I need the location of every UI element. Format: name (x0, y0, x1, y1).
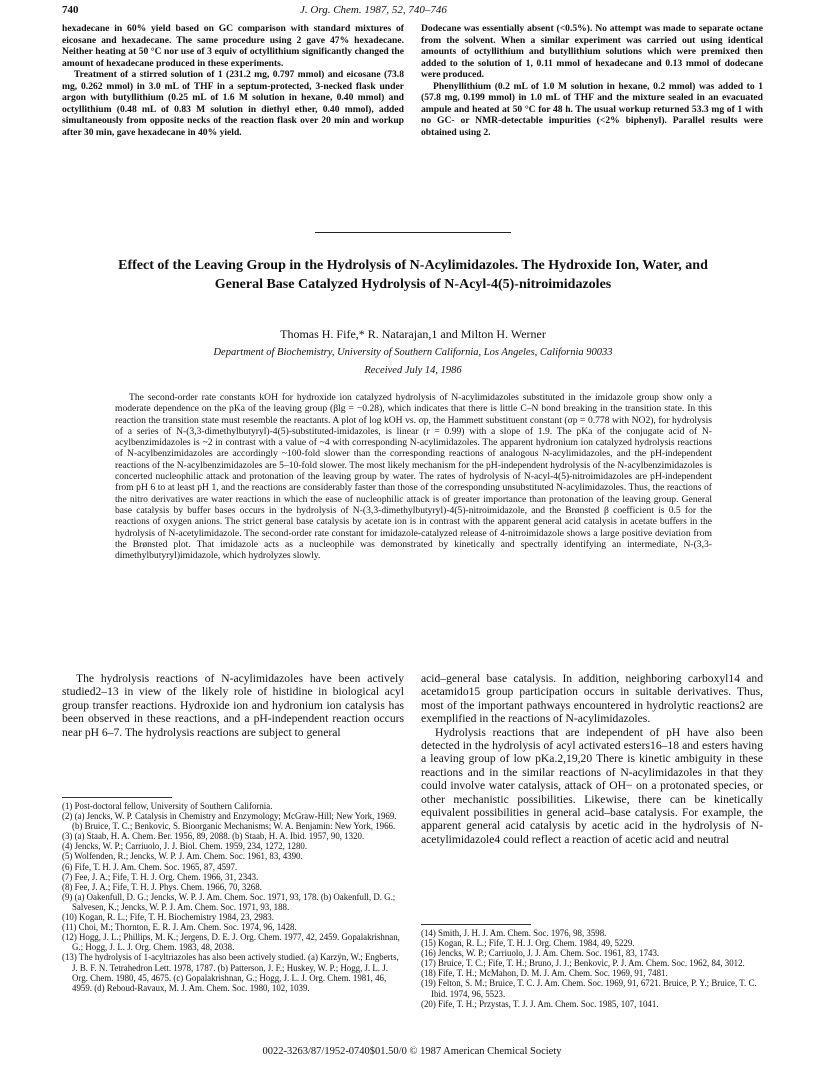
footnote: (13) The hydrolysis of 1-acyltriazoles has also been actively studied. (a) Karzÿn, W.; Engberts, J. B. F. N. Tetrahedron Lett. 1978, 1787. (b) Patterson, J. F.; Huskey, W. P.; Hogg, J. L. J. Org. Chem. 1980, 45, 4675. (c) Gopalakrishnan, G.; Hogg, J. L. J. Org. Chem. 1981, 46, 4959. (d) Reboud-Ravaux, M. J. Am. Chem. Soc. 1980, 102, 1039. (62, 952, 399, 993)
paragraph: Dodecane was essentially absent (<0.5%). No attempt was made to separate octane from the solvent. When a similar experiment was carried out using identical amounts of octyllithium and butyllithium solutions which were premixed then added to the solution of 1, 0.11 mmol of hexadecane and 0.13 mmol of dodecane were produced. (421, 23, 763, 80)
footnote: (15) Kogan, R. L.; Fife, T. H. J. Org. Chem. 1984, 49, 5229. (421, 938, 635, 949)
previous-article-left-column (62, 23, 404, 138)
footnote: (11) Choi, M.; Thornton, E. R. J. Am. Chem. Soc. 1974, 96, 1428. (62, 922, 297, 933)
footnote: (20) Fife, T. H.; Przystas, T. J. J. Am. Chem. Soc. 1985, 107, 1041. (421, 998, 659, 1009)
footnote: (19) Felton, S. M.; Bruice, T. C. J. Am. Chem. Soc. 1969, 91, 6721. Bruice, P. Y.; Bruice, T. C. Ibid. 1974, 96, 5523. (421, 978, 757, 999)
paragraph: acid–general base catalysis. In addition, neighboring carboxyl14 and acetamido15 group participation occurs in suitable derivatives. Thus, most of the important pathways encountered in hydrolytic reactions2 are exemplified in the reactions of N-acylimidazoles. (421, 672, 763, 726)
body-left-column (62, 672, 404, 739)
paragraph: Treatment of a stirred solution of 1 (231.2 mg, 0.797 mmol) and eicosane (73.8 mg, 0.262 mmol) in 3.0 mL of THF in a septum-protected, 3-necked flask under argon with butyllithium (0.25 mL of 1.6 M solution in hexane, 0.40 mmol) and octyllithium (0.48 mL of 0.83 M solution in diethyl ether, 0.40 mmol), added simultaneously from opposite necks of the reaction flask over 20 min and workup after 30 min, gave hexadecane in 40% yield. (62, 69, 404, 138)
footnote: (12) Hogg, J. L.; Phillips, M. K.; Jergens, D. E. J. Org. Chem. 1977, 42, 2459. Gopalakrishnan, G.; Hogg, J. L. J. Org. Chem. 1983, 48, 2038. (62, 932, 400, 953)
paragraph: hexadecane in 60% yield based on GC comparison with standard mixtures of eicosane and hexadecane. The same procedure using 2 gave 47% hexadecane. Neither heating at 50 °C nor use of 3 equiv of octyllithium significantly changed the amount of hexadecane produced in these experiments. (62, 23, 404, 69)
author-affiliation: Department of Biochemistry, University of Southern California, Los Angeles, California 90033 (213, 347, 613, 358)
paragraph: The hydrolysis reactions of N-acylimidazoles have been actively studied2–13 in view of the likely role of histidine in biological acyl group transfer reactions. Hydroxide ion and hydronium ion catalysis has been observed in these reactions, and a pH-independent reaction occurs near pH 6–7. The hydrolysis reactions are subject to general (62, 672, 404, 739)
footnote: (4) Jencks, W. P.; Carriuolo, J. J. Biol. Chem. 1959, 234, 1272, 1280. (62, 841, 308, 852)
footnote: (7) Fee, J. A.; Fife, T. H. J. Org. Chem. 1966, 31, 2343. (62, 871, 259, 882)
footnote: (8) Fee, J. A.; Fife, T. H. J. Phys. Chem. 1966, 70, 3268. (62, 881, 262, 892)
article-title: Effect of the Leaving Group in the Hydrolysis of N-Acylimidazoles. The Hydroxide Ion, Water, and General Base Catalyzed Hydrolysis of N-Acyl-4(5)-nitroimidazoles (118, 258, 708, 292)
footnotes-right (421, 928, 763, 1009)
abstract: The second-order rate constants kOH for hydroxide ion catalyzed hydrolysis of N-acylimidazoles substituted in the imidazole group show only a moderate dependence on the pKa of the leaving group (βlg = −0.28), which indicates that there is little C–N bond breaking in the transition state. In this reaction the transition state must resemble the reactants. A plot of log kOH vs. σp, the Hammett substituent constant (σp = 0.778 with NO2), for hydrolysis of a series of N-(3,3-dimethylbutyryl)-4(5)-substituted-imidazoles, is linear (r = 0.99) with a slope of 1.9. The pKa of the conjugate acid of N-acylbenzimidazoles is ~2 in contrast with a value of ~4 with corresponding N-acylimidazoles. The apparent hydronium ion catalyzed hydrolysis reactions of N-acylbenzimidazoles are accordingly ~100-fold slower than the corresponding reactions of analogous N-acylimidazoles, and the pH-independent reactions of the N-acylbenzimidazoles are 5–10-fold slower. The most likely mechanism for the pH-independent hydrolysis of the N-acylbenzimidazoles is concerted nucleophilic attack and protonation of the leaving group by water. The rates of hydrolysis of N-acyl-4(5)-nitroimidazoles are pH-independent from pH 6 to at least pH 1, and the reactions are considerably faster than those of the corresponding unsubstituted N-acylimidazoles. Thus, the reactions of the nitro derivatives are water reactions in which the ease of nucleophilic attack is of greater importance than protonation of the leaving group. General base catalysis by buffer bases occurs in the hydrolysis of N-(3,3-dimethylbutyryl)-4(5)-nitroimidazole, and the Brønsted β coefficient is 0.5 for the reactions of oxygen anions. The strict general base catalysis by acetate ion is in contrast with the apparent general acid catalysis in acetate buffers in the hydrolysis of N-acetylimidazole. The second-order rate constant for imidazole-catalyzed release of 4-nitroimidazole shows a large positive deviation from the Brønsted plot. That imidazole acts as a nucleophile was demonstrated by kinetically and spectrally identifying an intermediate, N-(3,3-dimethylbutyryl)imidazole, which hydrolyzes slowly. (115, 392, 712, 562)
received-date: Received July 14, 1986 (364, 365, 462, 376)
footnote: (17) Bruice, T. C.; Fife, T. H.; Bruno, J. J.; Benkovic, P. J. Am. Chem. Soc. 1962, 84, 3012. (421, 958, 745, 969)
running-head: J. Org. Chem. 1987, 52, 740–746 (300, 4, 447, 16)
footnote: (10) Kogan, R. L.; Fife, T. H. Biochemistry 1984, 23, 2983. (62, 912, 274, 923)
article-divider (315, 232, 511, 233)
footnote: (9) (a) Oakenfull, D. G.; Jencks, W. P. J. Am. Chem. Soc. 1971, 93, 178. (b) Oakenfull, D. G.; Salvesen, K.; Jencks, W. P. J. Am. Chem. Soc. 1971, 93, 188. (62, 891, 396, 912)
footnote: (2) (a) Jencks, W. P. Catalysis in Chemistry and Enzymology; McGraw-Hill; New York, 1969. (b) Bruice, T. C.; Benkovic, S. Bioorganic Mechanisms; W. A. Benjamin: New York, 1966. (62, 811, 397, 832)
paragraph: Phenyllithium (0.2 mL of 1.0 M solution in hexane, 0.2 mmol) was added to 1 (57.8 mg, 0.199 mmol) in 1.0 mL of THF and the mixture sealed in an evacuated ampule and heated at 50 °C for 48 h. The usual workup returned 53.3 mg of 1 with no GC- or NMR-detectable impurities (<2% biphenyl). Parallel results were obtained using 2. (421, 80, 763, 138)
page-footer: 0022-3263/87/1952-0740$01.50/0 © 1987 American Chemical Society (262, 1046, 562, 1057)
page-number: 740 (62, 4, 79, 16)
footnote: (6) Fife, T. H. J. Am. Chem. Soc. 1965, 87, 4597. (62, 861, 238, 872)
footnote: (3) (a) Staab, H. A. Chem. Ber. 1956, 89, 2088. (b) Staab, H. A. Ibid. 1957, 90, 1320. (62, 831, 365, 842)
footnote: (16) Jencks, W. P.; Carriuolo, J. J. Am. Chem. Soc. 1961, 83, 1743. (421, 948, 660, 959)
footnote: (18) Fife, T. H.; McMahon, D. M. J. Am. Chem. Soc. 1969, 91, 7481. (421, 968, 668, 979)
body-right-column (421, 672, 763, 846)
footnote: (5) Wolfenden, R.; Jencks, W. P. J. Am. Chem. Soc. 1961, 83, 4390. (62, 851, 303, 862)
article-authors: Thomas H. Fife,* R. Natarajan,1 and Milton H. Werner (280, 327, 546, 341)
footnote-rule (421, 924, 531, 925)
footnote: (14) Smith, J. H. J. Am. Chem. Soc. 1976, 98, 3598. (421, 928, 607, 938)
footnotes-left (62, 801, 404, 993)
footnote-rule (62, 797, 172, 798)
previous-article-right-column (421, 23, 763, 138)
paragraph: Hydrolysis reactions that are independent of pH have also been detected in the hydrolysis of acyl activated esters16–18 and esters having a leaving group of low pKa.2,19,20 There is kinetic ambiguity in these reactions and in the similar reactions of N-acylimidazoles in that they could involve water catalysis, attack of OH− on a protonated species, or other mechanistic possibilities. Likewise, there can be kinetically equivalent possibilities in general acid–base catalysis. For example, the apparent general acid catalysis by acetic acid in the hydrolysis of N-acetylimidazole4 could reflect a reaction of acetic acid and neutral (421, 725, 763, 846)
footnote: (1) Post-doctoral fellow, University of Southern California. (62, 801, 273, 811)
